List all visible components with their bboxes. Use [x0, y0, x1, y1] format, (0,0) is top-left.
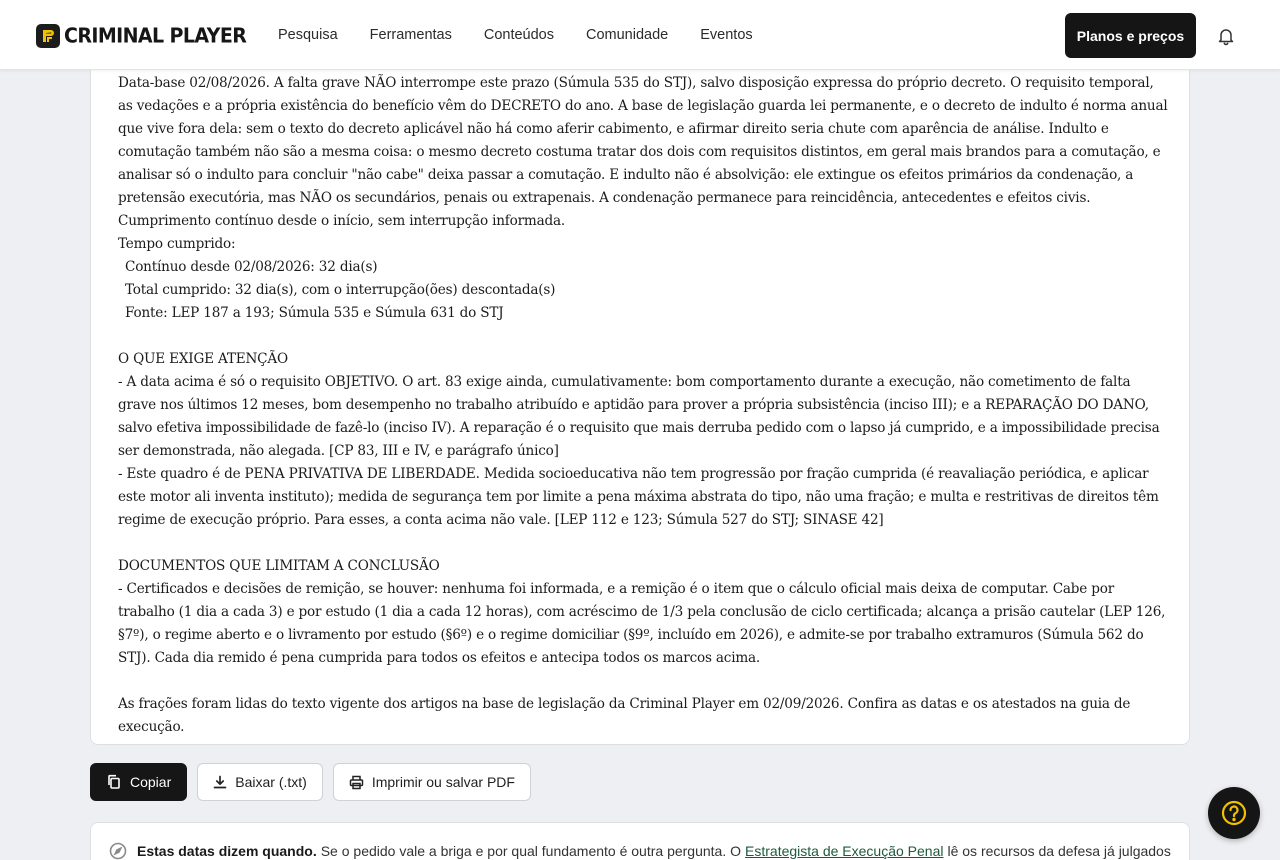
time-line: Total cumprido: 32 dia(s), com o interrupção(ões) descontada(s) — [125, 282, 556, 298]
help-question-icon[interactable] — [1208, 787, 1260, 839]
attention-item: - Este quadro é de PENA PRIVATIVA DE LIBERDADE. Medida socioeducativa não tem progressão por fração cumprida (é reavaliação periódica, e aplicar este motor ali inventa instituto); medida de segurança tem por limite a pena máxima abstrata do tipo, não uma fração; e multa e restritivas de direitos têm regime de execução próprio. Para esses, a conta acima não vale. [LEP 112 e 123; Súmula 527 do STJ; SINASE 42] — [118, 466, 1159, 528]
copy-button[interactable] — [90, 763, 187, 801]
time-line: Contínuo desde 02/08/2026: 32 dia(s) — [125, 259, 378, 275]
nav-comunidade[interactable]: Comunidade — [586, 27, 669, 43]
download-icon — [213, 775, 227, 789]
main-nav — [278, 27, 785, 43]
bell-icon[interactable] — [1216, 26, 1236, 46]
strategist-link[interactable]: Estrategista de Execução Penal — [745, 843, 944, 859]
note-text-2: lê os recursos da defesa já julgados — [947, 843, 1171, 859]
brand-logo[interactable] — [36, 23, 246, 49]
copy-icon — [106, 774, 122, 790]
download-txt-button[interactable] — [197, 763, 323, 801]
result-card — [90, 40, 1190, 745]
compass-icon — [109, 842, 127, 860]
attention-item: - A data acima é só o requisito OBJETIVO. O art. 83 exige ainda, cumulativamente: bom comportamento durante a execução, não cometimento de falta grave nos últimos 12 meses, bom desempenho no trabalho atribuído e aptidão para prover a própria subsistência (inciso III); e a REPARAÇÃO DO DANO, salvo efetiva impossibilidade de fazê-lo (inciso IV). A reparação é o requisito que mais derruba pedido com o lapso já cumprido, e a impossibilidade precisa ser demonstrada, não alegada. [CP 83, III e IV, e parágrafo único] — [118, 374, 1160, 459]
decree-paragraph: Data-base 02/08/2026. A falta grave NÃO interrompe este prazo (Súmula 535 do STJ), salvo disposição expressa do próprio decreto. O requisito temporal, as vedações e a própria existência do benefício vêm do DECRETO do ano. A base de legislação guarda lei permanente, e o decreto de indulto é norma anual que vive fora dela: sem o texto do decreto aplicável não há como aferir cabimento, e afirmar direito seria chute com aparência de análise. Indulto e comutação também não são a mesma coisa: o mesmo decreto costuma tratar dos dois com requisitos distintos, em geral mais brandos para a comutação, e analisar só o indulto para concluir "não cabe" deixa passar a comutação. E indulto não é absolvição: ele extingue os efeitos primários da condenação, a pretensão executória, mas NÃO os secundários, penais ou extrapenais. A condenação permanece para reincidência, antecedentes e efeitos civis. — [118, 75, 1168, 206]
top-navigation-bar — [0, 0, 1280, 70]
brand-name: CRIMINAL PLAYER — [64, 24, 247, 48]
time-line: Fonte: LEP 187 a 193; Súmula 535 e Súmula 631 do STJ — [125, 305, 504, 321]
time-heading: Tempo cumprido: — [118, 236, 236, 252]
nav-ferramentas[interactable]: Ferramentas — [369, 27, 452, 43]
docs-item: - Certificados e decisões de remição, se houver: nenhuma foi informada, e a remição é o item que o cálculo oficial mais deixa de computar. Cabe por trabalho (1 dia a cada 3) e por estudo (1 dia a cada 12 horas), com acréscimo de 1/3 pela conclusão de ciclo certificada; alcança a prisão cautelar (LEP 126, §7º), o regime aberto e o livramento por estudo (§6º) e o regime domiciliar (§9º, incluído em 2026), e admite-se por trabalho extramuros (Súmula 562 do STJ). Cada dia remido é pena cumprida para todos os efeitos e antecipa todos os marcos acima. — [118, 581, 1166, 666]
nav-eventos[interactable]: Eventos — [700, 27, 753, 43]
result-actions — [90, 763, 541, 801]
logo-mark-icon — [36, 24, 60, 48]
footer-line: As frações foram lidas do texto vigente dos artigos na base de legislação da Criminal Player em 02/09/2026. Confira as datas e os atestados na guia de execução. — [118, 696, 1131, 735]
copy-label: Copiar — [130, 774, 172, 790]
plans-pricing-button[interactable]: Planos e preços — [1065, 13, 1196, 58]
printer-icon — [349, 775, 364, 790]
note-text: Se o pedido vale a briga e por qual fundamento é outra pergunta. O — [320, 843, 742, 859]
strategist-note-card — [90, 822, 1190, 860]
attention-heading: O QUE EXIGE ATENÇÃO — [118, 351, 288, 367]
nav-pesquisa[interactable]: Pesquisa — [278, 27, 338, 43]
nav-conteudos[interactable]: Conteúdos — [483, 27, 554, 43]
note-bold: Estas datas dizem quando. — [137, 843, 317, 859]
print-pdf-button[interactable] — [333, 763, 531, 801]
continuous-line: Cumprimento contínuo desde o início, sem interrupção informada. — [118, 213, 566, 229]
docs-heading: DOCUMENTOS QUE LIMITAM A CONCLUSÃO — [118, 558, 440, 574]
print-label: Imprimir ou salvar PDF — [371, 774, 515, 790]
note-row — [109, 842, 1171, 860]
result-text — [118, 72, 1168, 739]
download-label: Baixar (.txt) — [235, 774, 307, 790]
